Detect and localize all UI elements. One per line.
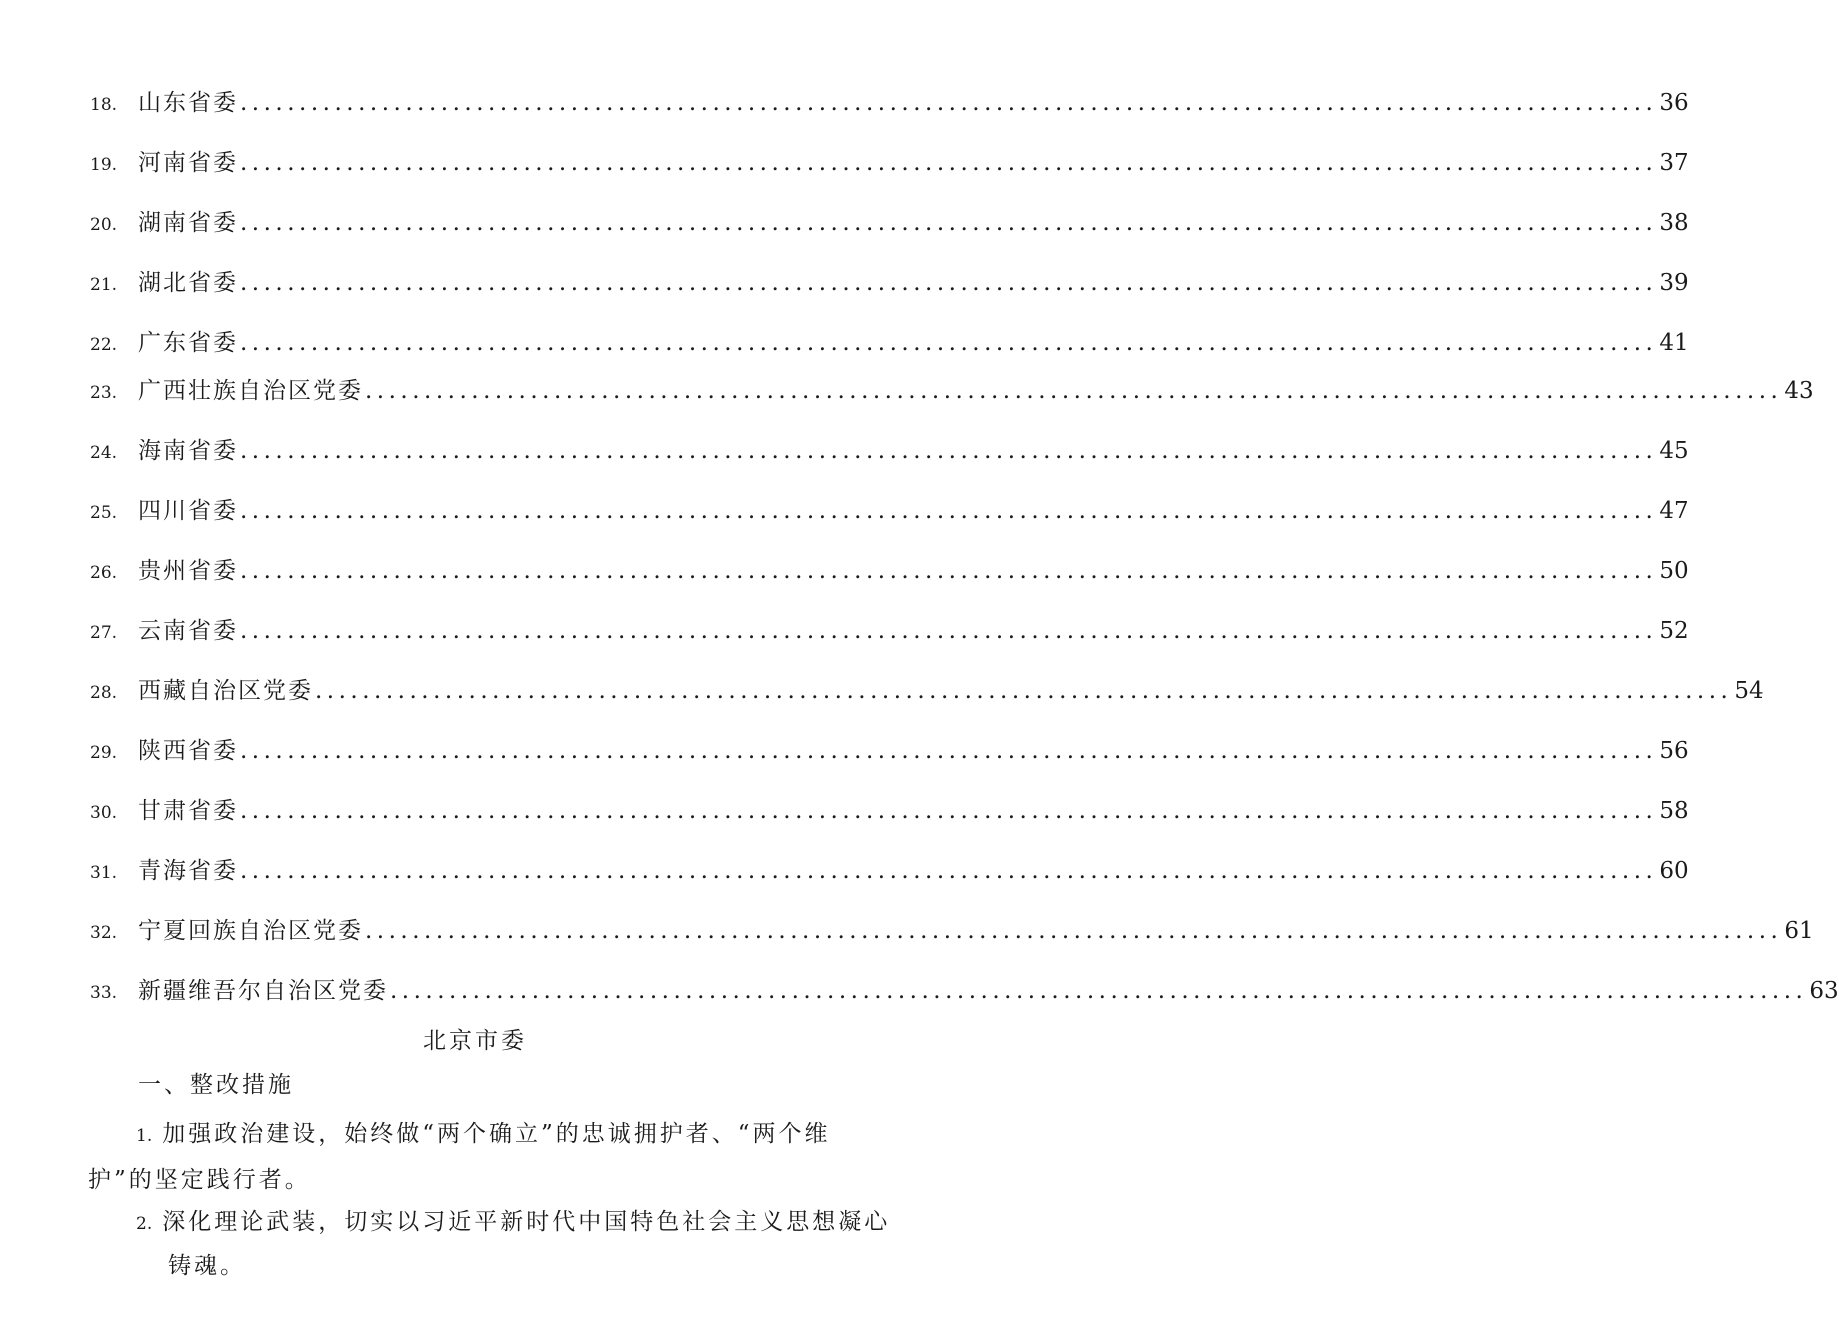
toc-entry-page: 63 [1809,978,1839,1004]
toc-entry-title: 广西壮族自治区党委 [138,378,363,404]
toc-entry-page: 43 [1784,378,1814,404]
toc-entry-title: 青海省委 [138,858,238,884]
toc-entry-title: 西藏自治区党委 [138,678,313,704]
toc-entry-number: 33. [90,983,118,1003]
toc-entry-number: 28. [90,683,118,703]
toc-dot-leader: ........................................................................................................................ [240,558,1658,584]
toc-dot-leader: ........................................................................................................................ [240,150,1658,176]
toc-entry [90,264,1689,304]
toc-entry [90,852,1689,892]
toc-entry-number: 18. [90,95,118,115]
toc-dot-leader: ........................................................................................................................ [365,918,1783,944]
toc-entry [90,492,1689,532]
paragraph-number: 1. [136,1126,153,1146]
paragraph-item-2 [136,1200,896,1246]
toc-dot-leader: ........................................................................................................................ [240,330,1658,356]
toc-entry [90,972,1839,1012]
toc-entry-page: 50 [1659,558,1689,584]
toc-entry-title: 甘肃省委 [138,798,238,824]
toc-entry-title: 海南省委 [138,438,238,464]
toc-entry-page: 45 [1659,438,1689,464]
toc-entry [90,324,1689,364]
toc-dot-leader: ........................................................................................................................ [240,90,1658,116]
toc-entry-page: 60 [1659,858,1689,884]
toc-entry-title: 宁夏回族自治区党委 [138,918,363,944]
toc-dot-leader: ........................................................................................................................ [240,798,1658,824]
toc-entry [90,552,1689,592]
toc-entry-title: 湖南省委 [138,210,238,236]
toc-entry-title: 广东省委 [138,330,238,356]
toc-entry [90,144,1689,184]
toc-entry-page: 37 [1659,150,1689,176]
toc-entry-title: 山东省委 [138,90,238,116]
section-heading: 北京市委 [423,1028,527,1054]
toc-entry-number: 19. [90,155,118,175]
toc-entry-page: 36 [1659,90,1689,116]
paragraph-item-1 [88,1112,878,1202]
toc-entry-page: 54 [1734,678,1764,704]
toc-dot-leader: ........................................................................................................................ [240,270,1658,296]
toc-entry-title: 云南省委 [138,618,238,644]
toc-dot-leader: ........................................................................................................................ [240,438,1658,464]
toc-entry [90,732,1689,772]
toc-entry-page: 38 [1659,210,1689,236]
toc-entry-number: 25. [90,503,118,523]
toc-entry-title: 河南省委 [138,150,238,176]
toc-entry [90,672,1764,712]
toc-entry-number: 22. [90,335,118,355]
toc-entry [90,432,1689,472]
toc-entry-page: 61 [1784,918,1814,944]
toc-dot-leader: ........................................................................................................................ [315,678,1733,704]
toc-dot-leader: ........................................................................................................................ [365,378,1783,404]
toc-entry-title: 四川省委 [138,498,238,524]
toc-entry [90,612,1689,652]
toc-entry-page: 41 [1659,330,1689,356]
toc-dot-leader: ........................................................................................................................ [390,978,1808,1004]
toc-entry-number: 29. [90,743,118,763]
toc-entry-title: 新疆维吾尔自治区党委 [138,978,388,1004]
toc-dot-leader: ........................................................................................................................ [240,738,1658,764]
toc-entry-number: 21. [90,275,118,295]
toc-entry-number: 32. [90,923,118,943]
toc-entry-page: 52 [1659,618,1689,644]
toc-entry-number: 27. [90,623,118,643]
toc-entry-number: 23. [90,383,118,403]
toc-entry [90,792,1689,832]
toc-entry-title: 陕西省委 [138,738,238,764]
toc-entry-page: 56 [1659,738,1689,764]
paragraph-number: 2. [136,1214,153,1234]
toc-entry-page: 47 [1659,498,1689,524]
toc-entry-number: 20. [90,215,118,235]
toc-entry-number: 31. [90,863,118,883]
toc-entry [90,372,1814,412]
sub-heading: 一、整改措施 [138,1072,294,1098]
toc-dot-leader: ........................................................................................................................ [240,618,1658,644]
toc-entry-title: 湖北省委 [138,270,238,296]
toc-entry [90,204,1689,244]
toc-entry-number: 24. [90,443,118,463]
paragraph-text: 深化理论武装，切实以习近平新时代中国特色社会主义思想凝心 [162,1209,891,1235]
toc-entry-page: 58 [1659,798,1689,824]
toc-entry-number: 26. [90,563,118,583]
toc-entry-page: 39 [1659,270,1689,296]
toc-dot-leader: ........................................................................................................................ [240,210,1658,236]
paragraph-item-2-continuation: 铸魂。 [168,1253,246,1279]
toc-entry [90,912,1814,952]
toc-entry-number: 30. [90,803,118,823]
paragraph-text: 加强政治建设，始终做“两个确立”的忠诚拥护者、“两个维护”的坚定践行者。 [88,1121,831,1193]
toc-dot-leader: ........................................................................................................................ [240,498,1658,524]
toc-entry [90,84,1689,124]
toc-dot-leader: ........................................................................................................................ [240,858,1658,884]
toc-entry-title: 贵州省委 [138,558,238,584]
